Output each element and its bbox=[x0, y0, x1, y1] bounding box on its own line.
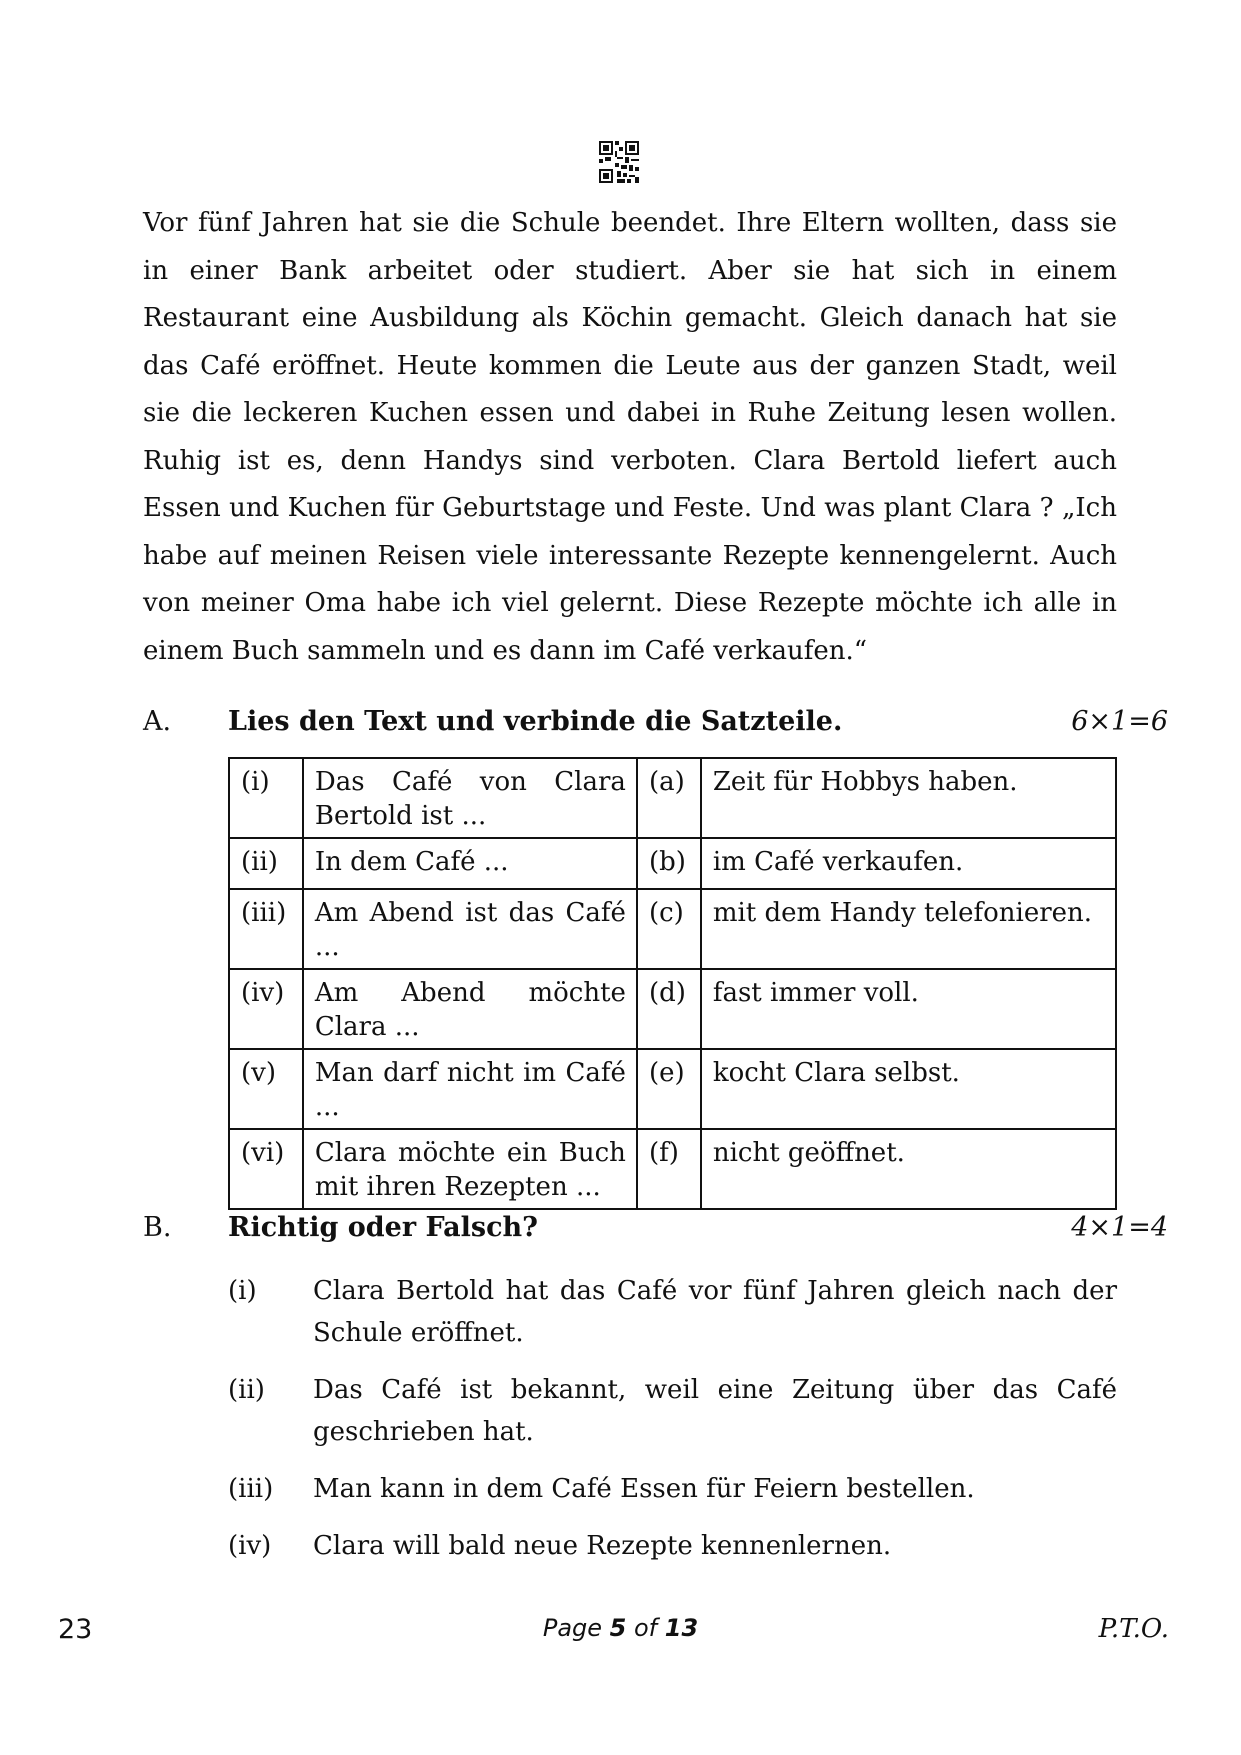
sentence-end: fast immer voll. bbox=[701, 969, 1116, 1049]
row-number: (iii) bbox=[229, 889, 303, 969]
list-item bbox=[228, 1468, 1117, 1510]
row-number: (ii) bbox=[229, 838, 303, 889]
qr-code-icon bbox=[599, 141, 639, 183]
item-number: (iv) bbox=[228, 1531, 272, 1561]
page-of: of bbox=[626, 1614, 665, 1642]
page-number bbox=[0, 1614, 1241, 1642]
row-number: (iv) bbox=[229, 969, 303, 1049]
sentence-end: kocht Clara selbst. bbox=[701, 1049, 1116, 1129]
row-number: (vi) bbox=[229, 1129, 303, 1209]
section-b-marks: 4×1=4 bbox=[1071, 1212, 1168, 1243]
sentence-start: Am Abend möchte Clara ... bbox=[303, 969, 637, 1049]
item-text: Clara will bald neue Rezepte kennenlernen. bbox=[313, 1531, 892, 1561]
sentence-start: In dem Café ... bbox=[303, 838, 637, 889]
item-text: Clara Bertold hat das Café vor fünf Jahren gleich nach der Schule eröffnet. bbox=[313, 1276, 1117, 1348]
item-number: (i) bbox=[228, 1276, 257, 1306]
item-text: Man kann in dem Café Essen für Feiern bestellen. bbox=[313, 1474, 975, 1504]
sentence-start: Clara möchte ein Buch mit ihren Rezepten ... bbox=[303, 1129, 637, 1209]
list-item bbox=[228, 1369, 1117, 1453]
table-row bbox=[229, 1129, 1116, 1209]
list-item bbox=[228, 1525, 1117, 1567]
section-b-header bbox=[143, 1212, 1168, 1252]
sentence-end: im Café verkaufen. bbox=[701, 838, 1116, 889]
item-text: Das Café ist bekannt, weil eine Zeitung über das Café geschrieben hat. bbox=[313, 1375, 1117, 1447]
sentence-start: Am Abend ist das Café ... bbox=[303, 889, 637, 969]
page-prefix: Page bbox=[542, 1614, 610, 1642]
item-number: (ii) bbox=[228, 1375, 265, 1405]
row-number: (i) bbox=[229, 758, 303, 838]
option-letter: (a) bbox=[637, 758, 701, 838]
item-number: (iii) bbox=[228, 1474, 274, 1504]
section-b-letter: B. bbox=[143, 1212, 172, 1243]
sentence-end: nicht geöffnet. bbox=[701, 1129, 1116, 1209]
table-row bbox=[229, 969, 1116, 1049]
section-a-title: Lies den Text und verbinde die Satzteile. bbox=[228, 706, 843, 737]
reading-passage bbox=[143, 200, 1117, 675]
page-total: 13 bbox=[664, 1614, 699, 1642]
table-row bbox=[229, 838, 1116, 889]
table-row bbox=[229, 889, 1116, 969]
row-number: (v) bbox=[229, 1049, 303, 1129]
sentence-start: Das Café von Clara Bertold ist ... bbox=[303, 758, 637, 838]
section-a-header bbox=[143, 706, 1168, 746]
section-a-letter: A. bbox=[143, 706, 172, 737]
true-false-list bbox=[228, 1270, 1117, 1582]
option-letter: (c) bbox=[637, 889, 701, 969]
option-letter: (b) bbox=[637, 838, 701, 889]
sentence-end: mit dem Handy telefonieren. bbox=[701, 889, 1116, 969]
pto-label: P.T.O. bbox=[1098, 1614, 1169, 1644]
page-current: 5 bbox=[609, 1614, 627, 1642]
table-row bbox=[229, 1049, 1116, 1129]
section-b-title: Richtig oder Falsch? bbox=[228, 1212, 538, 1243]
sentence-end: Zeit für Hobbys haben. bbox=[701, 758, 1116, 838]
section-a-marks: 6×1=6 bbox=[1071, 706, 1168, 737]
list-item bbox=[228, 1270, 1117, 1354]
paper-code: 23 bbox=[58, 1614, 93, 1645]
table-row bbox=[229, 758, 1116, 838]
option-letter: (d) bbox=[637, 969, 701, 1049]
passage-text: Vor fünf Jahren hat sie die Schule beendet. Ihre Eltern wollten, dass sie in einer Bank arbeitet oder studiert. Aber sie hat sich in einem Restaurant eine Ausbildung als Köchin gemacht. Gleich danach hat sie das Café eröffnet. Heute kommen die Leute aus der ganzen Stadt, weil sie die leckeren Kuchen essen und dabei in Ruhe Zeitung lesen wollen. Ruhig ist es, denn Handys sind verboten. Clara Bertold liefert auch Essen und Kuchen für Geburtstage und Feste. Und was plant Clara ? „Ich habe auf meinen Reisen viele interessante Rezepte kennengelernt. Auch von meiner Oma habe ich viel gelernt. Diese Rezepte möchte ich alle in einem Buch sammeln und es dann im Café verkaufen.“ bbox=[143, 208, 1117, 666]
matching-table bbox=[228, 757, 1117, 1210]
sentence-start: Man darf nicht im Café ... bbox=[303, 1049, 637, 1129]
option-letter: (f) bbox=[637, 1129, 701, 1209]
option-letter: (e) bbox=[637, 1049, 701, 1129]
